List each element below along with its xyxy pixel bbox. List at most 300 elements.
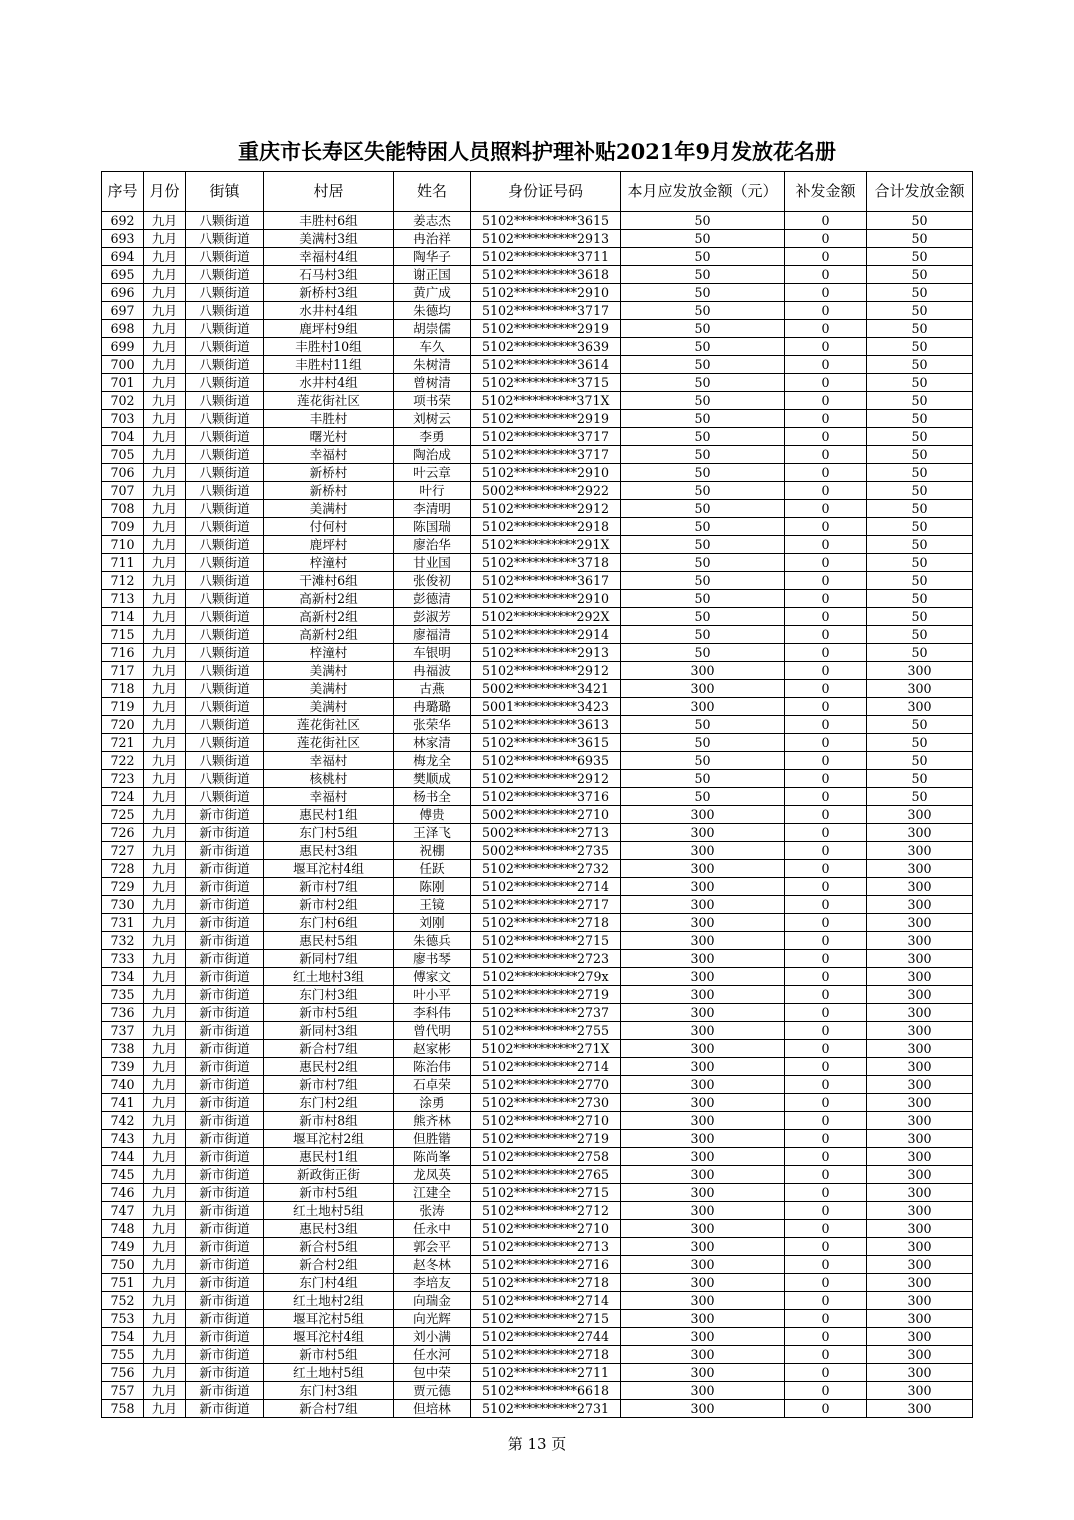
table-row: [102, 554, 973, 572]
table-cell: 张涛: [394, 1202, 471, 1220]
table-cell: 707: [102, 482, 144, 500]
table-row: [102, 950, 973, 968]
table-cell: 核桃村: [264, 770, 394, 788]
table-cell: 0: [785, 842, 867, 860]
table-cell: 749: [102, 1238, 144, 1256]
table-cell: 0: [785, 518, 867, 536]
table-cell: 九月: [144, 1346, 186, 1364]
table-cell: 0: [785, 1058, 867, 1076]
table-cell: 祝棚: [394, 842, 471, 860]
table-cell: 710: [102, 536, 144, 554]
table-cell: 新市街道: [186, 950, 264, 968]
table-cell: 5102**********3613: [471, 716, 621, 734]
table-cell: 丰胜村: [264, 410, 394, 428]
table-cell: 50: [621, 536, 785, 554]
table-cell: 300: [621, 1400, 785, 1418]
table-cell: 车久: [394, 338, 471, 356]
table-cell: 九月: [144, 1184, 186, 1202]
table-cell: 300: [867, 914, 973, 932]
table-cell: 50: [621, 788, 785, 806]
table-row: [102, 644, 973, 662]
table-cell: 50: [867, 320, 973, 338]
table-row: [102, 1004, 973, 1022]
table-cell: 新桥村3组: [264, 284, 394, 302]
table-cell: 九月: [144, 824, 186, 842]
table-cell: 新市街道: [186, 1094, 264, 1112]
table-cell: 746: [102, 1184, 144, 1202]
table-cell: 300: [867, 1382, 973, 1400]
table-cell: 新政街正街: [264, 1166, 394, 1184]
table-cell: 5102**********3615: [471, 734, 621, 752]
table-cell: 721: [102, 734, 144, 752]
table-cell: 八颗街道: [186, 680, 264, 698]
table-cell: 0: [785, 1148, 867, 1166]
table-cell: 300: [621, 968, 785, 986]
table-row: [102, 302, 973, 320]
table-cell: 5102**********2770: [471, 1076, 621, 1094]
table-cell: 红土地村2组: [264, 1292, 394, 1310]
table-cell: 50: [621, 266, 785, 284]
table-cell: 5102**********3617: [471, 572, 621, 590]
table-cell: 300: [621, 680, 785, 698]
table-cell: 730: [102, 896, 144, 914]
table-cell: 5102**********2913: [471, 230, 621, 248]
table-cell: 748: [102, 1220, 144, 1238]
table-cell: 胡崇儒: [394, 320, 471, 338]
table-cell: 九月: [144, 860, 186, 878]
table-row: [102, 968, 973, 986]
table-cell: 0: [785, 374, 867, 392]
table-cell: 733: [102, 950, 144, 968]
table-cell: 300: [621, 1346, 785, 1364]
table-cell: 九月: [144, 644, 186, 662]
table-cell: 50: [867, 752, 973, 770]
table-cell: 5102**********6618: [471, 1382, 621, 1400]
table-cell: 新市街道: [186, 932, 264, 950]
table-cell: 九月: [144, 1382, 186, 1400]
table-row: [102, 986, 973, 1004]
table-cell: 0: [785, 536, 867, 554]
table-cell: 719: [102, 698, 144, 716]
table-cell: 745: [102, 1166, 144, 1184]
table-cell: 5102**********2715: [471, 932, 621, 950]
table-cell: 九月: [144, 608, 186, 626]
table-row: [102, 1382, 973, 1400]
table-cell: 曙光村: [264, 428, 394, 446]
table-cell: 石卓荣: [394, 1076, 471, 1094]
table-cell: 傅贵: [394, 806, 471, 824]
table-cell: 699: [102, 338, 144, 356]
table-cell: 彭德清: [394, 590, 471, 608]
table-cell: 八颗街道: [186, 554, 264, 572]
table-cell: 九月: [144, 1040, 186, 1058]
table-cell: 5102**********2910: [471, 590, 621, 608]
table-row: [102, 770, 973, 788]
table-cell: 300: [867, 1364, 973, 1382]
table-cell: 300: [621, 914, 785, 932]
table-cell: 5002**********2735: [471, 842, 621, 860]
table-cell: 莲花街社区: [264, 734, 394, 752]
table-row: [102, 446, 973, 464]
table-cell: 0: [785, 644, 867, 662]
table-cell: 叶小平: [394, 986, 471, 1004]
table-cell: 50: [867, 356, 973, 374]
table-cell: 300: [867, 1022, 973, 1040]
table-cell: 300: [867, 878, 973, 896]
table-cell: 陶治成: [394, 446, 471, 464]
table-cell: 九月: [144, 554, 186, 572]
table-cell: 彭淑芳: [394, 608, 471, 626]
table-cell: 九月: [144, 1166, 186, 1184]
table-cell: 5102**********2912: [471, 662, 621, 680]
table-cell: 50: [621, 464, 785, 482]
table-cell: 幸福村: [264, 752, 394, 770]
table-cell: 300: [867, 1040, 973, 1058]
table-cell: 新市街道: [186, 1400, 264, 1418]
table-cell: 50: [867, 626, 973, 644]
table-cell: 300: [621, 1040, 785, 1058]
table-row: [102, 1292, 973, 1310]
table-cell: 新合村2组: [264, 1256, 394, 1274]
table-cell: 0: [785, 734, 867, 752]
table-cell: 5102**********2715: [471, 1310, 621, 1328]
table-cell: 九月: [144, 680, 186, 698]
table-cell: 744: [102, 1148, 144, 1166]
table-cell: 新市街道: [186, 1004, 264, 1022]
table-cell: 729: [102, 878, 144, 896]
table-cell: 东门村3组: [264, 986, 394, 1004]
table-cell: 50: [621, 554, 785, 572]
table-cell: 高新村2组: [264, 608, 394, 626]
table-cell: 734: [102, 968, 144, 986]
table-cell: 东门村3组: [264, 1382, 394, 1400]
table-cell: 0: [785, 950, 867, 968]
table-row: [102, 806, 973, 824]
table-cell: 樊顺成: [394, 770, 471, 788]
table-cell: 0: [785, 1076, 867, 1094]
table-cell: 50: [867, 608, 973, 626]
table-cell: 739: [102, 1058, 144, 1076]
table-cell: 738: [102, 1040, 144, 1058]
table-cell: 向光辉: [394, 1310, 471, 1328]
table-cell: 八颗街道: [186, 410, 264, 428]
table-cell: 叶云章: [394, 464, 471, 482]
table-row: [102, 1094, 973, 1112]
table-cell: 300: [867, 1058, 973, 1076]
table-cell: 300: [867, 1400, 973, 1418]
table-cell: 新桥村: [264, 464, 394, 482]
table-cell: 753: [102, 1310, 144, 1328]
table-row: [102, 212, 973, 230]
table-cell: 八颗街道: [186, 734, 264, 752]
table-cell: 新市街道: [186, 1166, 264, 1184]
table-cell: 300: [867, 968, 973, 986]
table-cell: 新市街道: [186, 1346, 264, 1364]
column-header: 身份证号码: [471, 172, 621, 212]
table-cell: 新市街道: [186, 1040, 264, 1058]
table-cell: 50: [621, 392, 785, 410]
table-cell: 九月: [144, 338, 186, 356]
table-cell: 惠民村3组: [264, 842, 394, 860]
table-cell: 九月: [144, 1004, 186, 1022]
table-cell: 新市街道: [186, 986, 264, 1004]
table-cell: 新同村7组: [264, 950, 394, 968]
table-cell: 惠民村1组: [264, 1148, 394, 1166]
table-cell: 新同村3组: [264, 1022, 394, 1040]
table-cell: 300: [621, 1184, 785, 1202]
table-row: [102, 1166, 973, 1184]
table-cell: 王泽飞: [394, 824, 471, 842]
table-cell: 新市街道: [186, 1220, 264, 1238]
table-cell: 东门村5组: [264, 824, 394, 842]
table-cell: 0: [785, 1094, 867, 1112]
table-cell: 八颗街道: [186, 212, 264, 230]
table-cell: 728: [102, 860, 144, 878]
table-cell: 5102**********2744: [471, 1328, 621, 1346]
table-cell: 50: [621, 590, 785, 608]
table-cell: 50: [621, 518, 785, 536]
table-cell: 朱德兵: [394, 932, 471, 950]
table-cell: 陈刚: [394, 878, 471, 896]
table-cell: 300: [621, 1328, 785, 1346]
table-row: [102, 1076, 973, 1094]
table-cell: 5102**********2919: [471, 320, 621, 338]
table-cell: 50: [621, 356, 785, 374]
table-cell: 九月: [144, 626, 186, 644]
table-cell: 九月: [144, 392, 186, 410]
table-cell: 5102**********2717: [471, 896, 621, 914]
table-cell: 300: [867, 1166, 973, 1184]
table-cell: 5102**********2714: [471, 1292, 621, 1310]
table-cell: 697: [102, 302, 144, 320]
table-row: [102, 1364, 973, 1382]
table-cell: 737: [102, 1022, 144, 1040]
table-cell: 703: [102, 410, 144, 428]
table-cell: 716: [102, 644, 144, 662]
table-cell: 50: [621, 284, 785, 302]
table-row: [102, 1400, 973, 1418]
table-cell: 300: [867, 1220, 973, 1238]
table-cell: 惠民村1组: [264, 806, 394, 824]
table-cell: 50: [867, 230, 973, 248]
table-row: [102, 662, 973, 680]
column-header: [867, 172, 973, 212]
table-cell: 八颗街道: [186, 266, 264, 284]
table-row: [102, 1202, 973, 1220]
table-cell: 5102**********2912: [471, 770, 621, 788]
table-cell: 0: [785, 608, 867, 626]
table-cell: 741: [102, 1094, 144, 1112]
table-cell: 300: [621, 1292, 785, 1310]
table-cell: 0: [785, 806, 867, 824]
table-cell: 5102**********3615: [471, 212, 621, 230]
table-cell: 50: [621, 608, 785, 626]
table-cell: 0: [785, 1004, 867, 1022]
table-cell: 726: [102, 824, 144, 842]
column-header: 街镇: [186, 172, 264, 212]
table-cell: 梓潼村: [264, 644, 394, 662]
table-cell: 727: [102, 842, 144, 860]
table-cell: 新市街道: [186, 1382, 264, 1400]
table-row: [102, 320, 973, 338]
table-row: [102, 914, 973, 932]
table-cell: 九月: [144, 734, 186, 752]
table-cell: 八颗街道: [186, 752, 264, 770]
table-cell: 杨书全: [394, 788, 471, 806]
table-cell: 0: [785, 824, 867, 842]
table-cell: 300: [867, 896, 973, 914]
table-cell: 300: [867, 1292, 973, 1310]
table-cell: 5102**********2914: [471, 626, 621, 644]
table-cell: 300: [621, 1220, 785, 1238]
table-cell: 新市街道: [186, 1292, 264, 1310]
table-cell: 九月: [144, 950, 186, 968]
table-cell: 0: [785, 662, 867, 680]
table-cell: 5102**********3716: [471, 788, 621, 806]
table-cell: 八颗街道: [186, 320, 264, 338]
table-cell: 新市街道: [186, 1076, 264, 1094]
table-cell: 新市街道: [186, 1022, 264, 1040]
table-row: [102, 536, 973, 554]
table-cell: 300: [621, 932, 785, 950]
table-cell: 新市街道: [186, 1202, 264, 1220]
table-cell: 石马村3组: [264, 266, 394, 284]
table-cell: 九月: [144, 428, 186, 446]
table-cell: 50: [621, 572, 785, 590]
table-cell: 701: [102, 374, 144, 392]
table-cell: 725: [102, 806, 144, 824]
table-row: [102, 716, 973, 734]
table-cell: 300: [621, 878, 785, 896]
table-cell: 新市村5组: [264, 1184, 394, 1202]
table-cell: 300: [867, 1112, 973, 1130]
table-cell: 5102**********3717: [471, 446, 621, 464]
table-row: [102, 626, 973, 644]
table-cell: 0: [785, 788, 867, 806]
table-cell: 50: [867, 788, 973, 806]
table-cell: 堰耳沱村4组: [264, 860, 394, 878]
table-cell: 八颗街道: [186, 284, 264, 302]
table-cell: 九月: [144, 968, 186, 986]
table-cell: 50: [621, 320, 785, 338]
table-cell: 50: [621, 752, 785, 770]
table-cell: 鹿坪村9组: [264, 320, 394, 338]
table-row: [102, 410, 973, 428]
table-cell: 八颗街道: [186, 248, 264, 266]
page-number: 第 13 页: [507, 1435, 567, 1453]
table-cell: 5102**********271X: [471, 1040, 621, 1058]
table-cell: 水井村4组: [264, 302, 394, 320]
column-header: [621, 172, 785, 212]
table-cell: 九月: [144, 320, 186, 338]
table-cell: 红土地村5组: [264, 1202, 394, 1220]
table-cell: 300: [621, 1202, 785, 1220]
table-cell: 九月: [144, 1058, 186, 1076]
table-cell: 50: [621, 770, 785, 788]
table-cell: 50: [867, 482, 973, 500]
table-cell: 八颗街道: [186, 482, 264, 500]
table-cell: 0: [785, 248, 867, 266]
table-row: [102, 1184, 973, 1202]
table-cell: 八颗街道: [186, 590, 264, 608]
table-row: [102, 572, 973, 590]
table-cell: 694: [102, 248, 144, 266]
table-cell: 惠民村2组: [264, 1058, 394, 1076]
column-header: 村居: [264, 172, 394, 212]
table-cell: 新市街道: [186, 1274, 264, 1292]
table-cell: 美满村: [264, 680, 394, 698]
table-cell: 300: [621, 1004, 785, 1022]
table-cell: 5102**********371X: [471, 392, 621, 410]
table-cell: 300: [867, 1346, 973, 1364]
table-cell: 八颗街道: [186, 788, 264, 806]
table-cell: 5102**********2719: [471, 1130, 621, 1148]
table-cell: 新市村2组: [264, 896, 394, 914]
table-cell: 九月: [144, 1094, 186, 1112]
table-cell: 干滩村6组: [264, 572, 394, 590]
table-cell: 50: [867, 554, 973, 572]
table-row: [102, 464, 973, 482]
table-cell: 5102**********3718: [471, 554, 621, 572]
table-row: [102, 230, 973, 248]
table-cell: 陈国瑞: [394, 518, 471, 536]
table-row: [102, 734, 973, 752]
table-cell: 涂勇: [394, 1094, 471, 1112]
table-cell: 九月: [144, 1364, 186, 1382]
table-cell: 709: [102, 518, 144, 536]
table-cell: 八颗街道: [186, 518, 264, 536]
table-cell: 车银明: [394, 644, 471, 662]
table-cell: 堰耳沱村4组: [264, 1328, 394, 1346]
table-cell: 5102**********2912: [471, 500, 621, 518]
table-cell: 九月: [144, 1328, 186, 1346]
table-cell: 陈治伟: [394, 1058, 471, 1076]
table-cell: 刘刚: [394, 914, 471, 932]
table-cell: 新市街道: [186, 914, 264, 932]
table-cell: 古燕: [394, 680, 471, 698]
table-cell: 新市街道: [186, 896, 264, 914]
table-cell: 5102**********2718: [471, 1346, 621, 1364]
table-row: [102, 842, 973, 860]
table-cell: 754: [102, 1328, 144, 1346]
table-row: [102, 392, 973, 410]
table-cell: 九月: [144, 878, 186, 896]
table-cell: 300: [621, 1310, 785, 1328]
table-cell: 丰胜村6组: [264, 212, 394, 230]
table-cell: 八颗街道: [186, 428, 264, 446]
table-cell: 陈尚峯: [394, 1148, 471, 1166]
table-cell: 黄广成: [394, 284, 471, 302]
table-cell: 九月: [144, 842, 186, 860]
table-cell: 300: [621, 1382, 785, 1400]
table-cell: 700: [102, 356, 144, 374]
table-cell: 5102**********2716: [471, 1256, 621, 1274]
table-cell: 300: [621, 662, 785, 680]
table-cell: 0: [785, 986, 867, 1004]
table-cell: 5102**********3639: [471, 338, 621, 356]
table-cell: 50: [867, 338, 973, 356]
table-cell: 5102**********2910: [471, 284, 621, 302]
table-cell: 美满村: [264, 662, 394, 680]
table-cell: 0: [785, 1202, 867, 1220]
table-cell: 300: [621, 1166, 785, 1184]
table-cell: 0: [785, 1040, 867, 1058]
table-row: [102, 1238, 973, 1256]
table-cell: 0: [785, 1274, 867, 1292]
table-cell: 742: [102, 1112, 144, 1130]
table-cell: 新市街道: [186, 806, 264, 824]
table-cell: 莲花街社区: [264, 392, 394, 410]
